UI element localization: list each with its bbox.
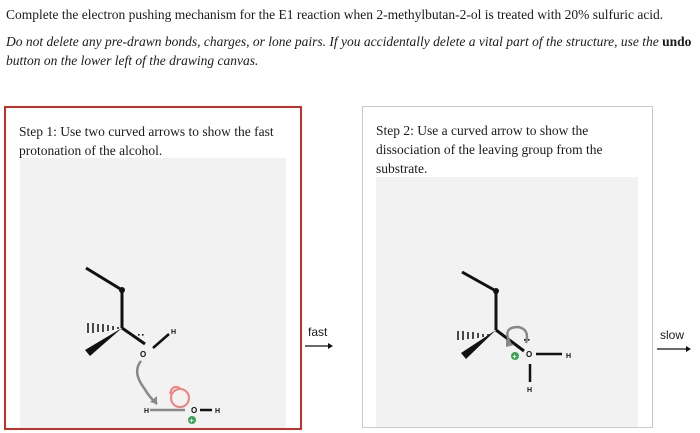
step-1-text: Step 1: Use two curved arrows to show the fast protonation of the alcohol. — [19, 124, 274, 158]
bond[interactable] — [153, 334, 169, 348]
atom-node[interactable] — [493, 288, 499, 294]
step-1-molecule[interactable] — [20, 158, 286, 428]
bond[interactable] — [462, 272, 496, 291]
curved-arrow[interactable] — [137, 361, 157, 404]
bond[interactable] — [86, 268, 122, 290]
hydrogen-atom[interactable]: H — [144, 408, 150, 415]
hydrogen-atom[interactable]: H — [527, 387, 533, 394]
step-2-text: Step 2: Use a curved arrow to show the dissociation of the leaving group from the substrate. — [376, 123, 603, 176]
reaction-arrow-fast — [304, 341, 334, 351]
hashed-wedge[interactable] — [88, 323, 118, 333]
lone-pair[interactable]: : — [135, 333, 147, 337]
instruction-undo-word: undo — [662, 34, 692, 49]
hydrogen-atom[interactable]: H — [566, 353, 572, 360]
reaction-arrow-slow — [656, 344, 692, 354]
instruction-main: Complete the electron pushing mechanism for the E1 reaction when 2-methylbutan-2-ol is treated with 20% sulfuric acid. — [6, 7, 664, 22]
step-2-drawing-canvas[interactable] — [376, 177, 638, 427]
step-1-panel[interactable] — [4, 106, 302, 430]
positive-charge: + — [189, 418, 194, 425]
instruction-note-text: Do not delete any pre-drawn bonds, charges, or lone pairs. If you accidentally delete a vital part of the structure, use the — [6, 34, 663, 49]
step-2-molecule[interactable] — [376, 177, 638, 427]
step-2-panel[interactable] — [362, 106, 653, 428]
lone-pair[interactable]: : — [521, 338, 533, 342]
selection-highlight[interactable] — [171, 389, 189, 407]
oxygen-atom[interactable]: O — [526, 350, 533, 359]
positive-charge: + — [512, 354, 517, 361]
step-1-drawing-canvas[interactable] — [20, 158, 286, 428]
hydrogen-atom[interactable]: H — [215, 408, 221, 415]
hydrogen-atom[interactable]: H — [171, 329, 177, 336]
oxygen-atom[interactable]: O — [140, 350, 147, 359]
solid-wedge[interactable] — [85, 328, 122, 356]
oxygen-atom[interactable]: O — [191, 406, 198, 415]
fast-label: fast — [308, 325, 328, 339]
slow-label: slow — [660, 328, 685, 342]
atom-node[interactable] — [119, 287, 125, 293]
instruction-note — [6, 32, 696, 70]
instruction-note-end: button on the lower left of the drawing canvas. — [6, 53, 259, 68]
